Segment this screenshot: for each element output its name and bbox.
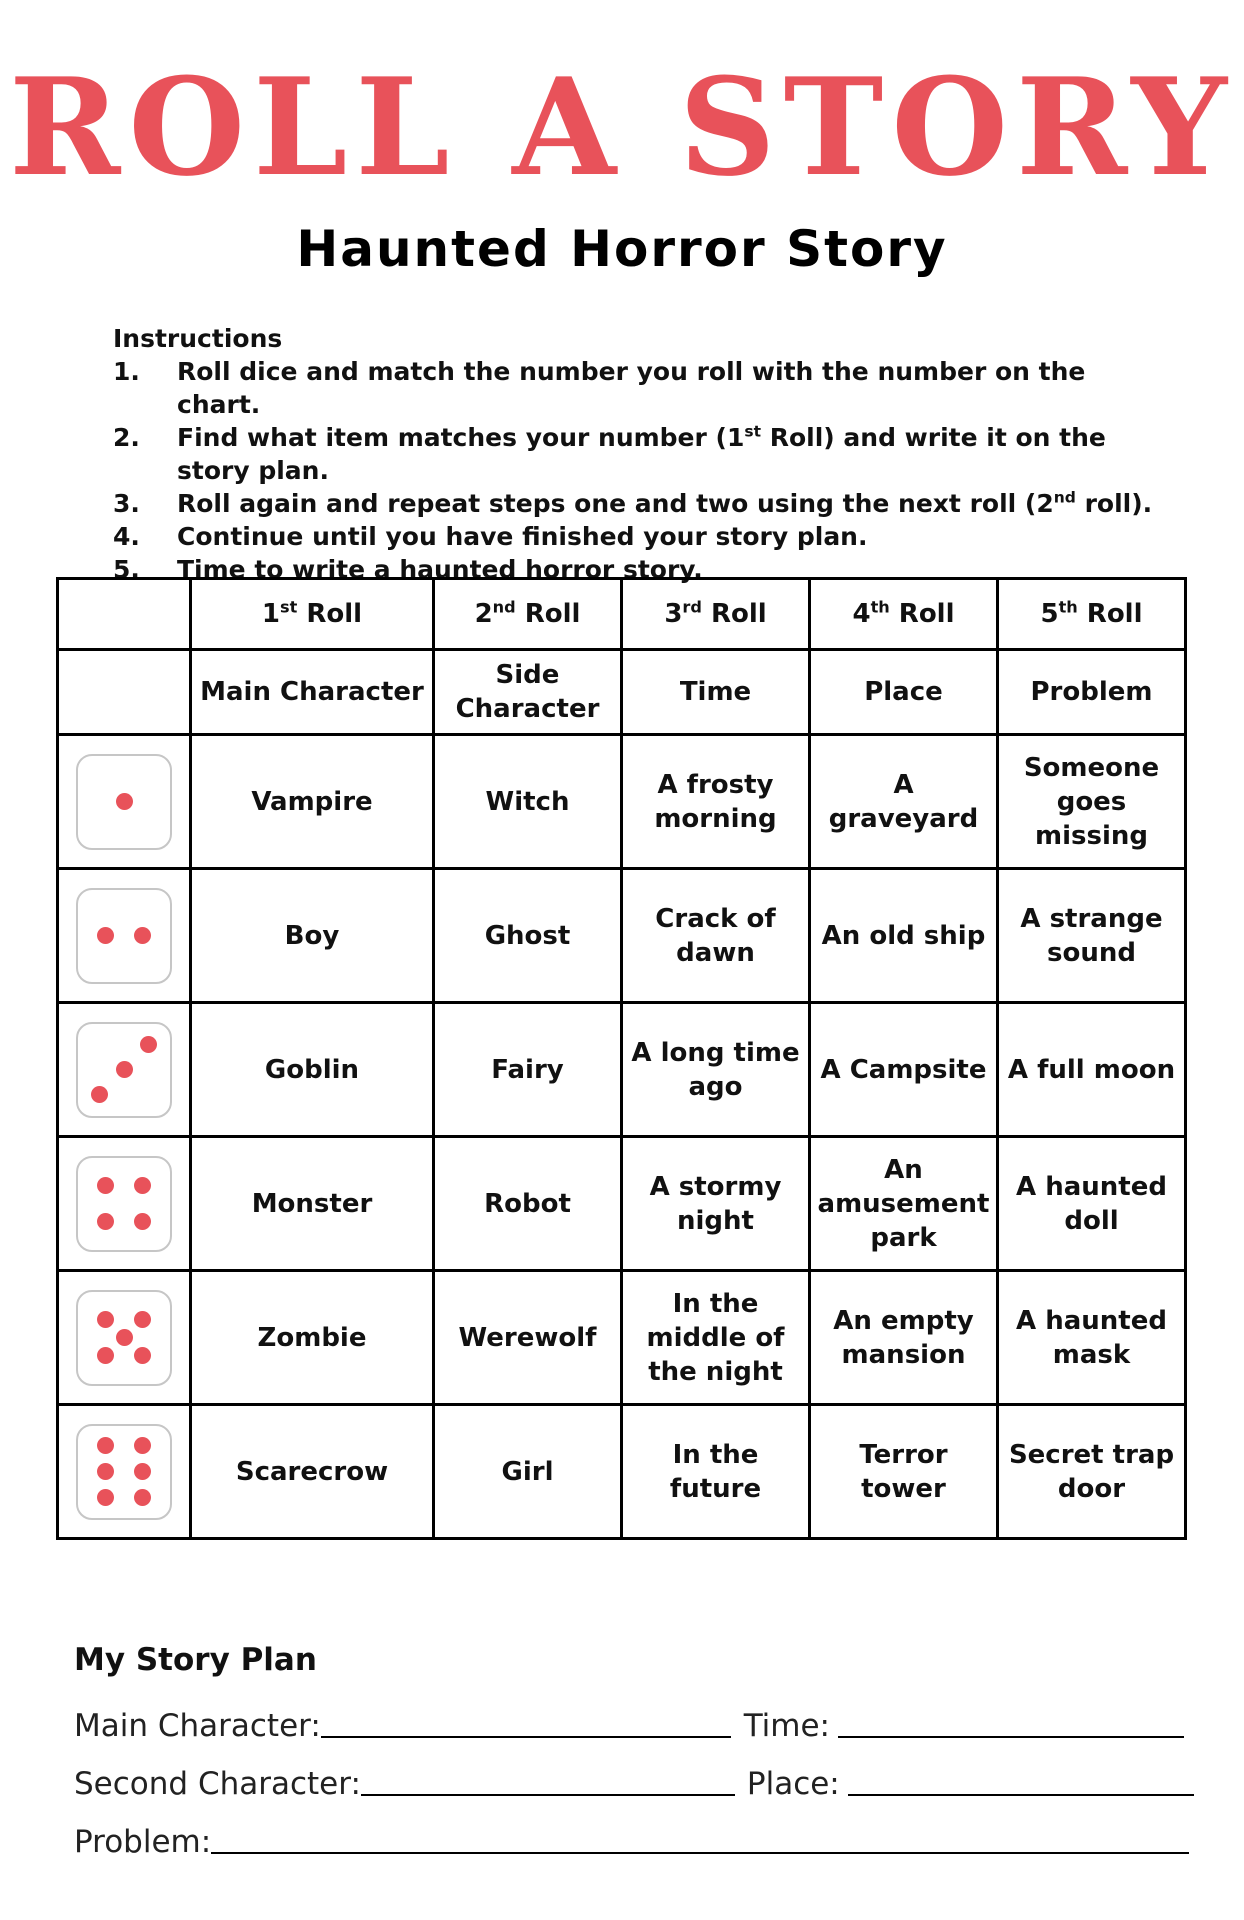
roll-number: 2 (474, 599, 493, 629)
roll-header-row (58, 579, 1186, 650)
table-cell: Monster (191, 1137, 434, 1271)
story-plan (74, 1640, 1184, 1862)
die-face-3-icon (76, 1022, 172, 1118)
step-text: Time to write a haunted horror story. (177, 555, 703, 584)
roll-label: Roll (710, 599, 767, 629)
place-field[interactable] (747, 1764, 1194, 1804)
category-header: Time (622, 650, 810, 735)
roll-label: Roll (524, 599, 581, 629)
ordinal-suffix: st (280, 597, 298, 617)
table-cell: A haunted mask (998, 1271, 1186, 1405)
instructions (113, 322, 1153, 586)
table-cell: Someone goes missing (998, 735, 1186, 869)
step-text: Find what item matches your number (1 (177, 423, 745, 452)
time-line[interactable] (838, 1736, 1184, 1738)
die-pip (134, 1177, 151, 1194)
die-face-1-icon (76, 754, 172, 850)
table-cell: A long time ago (622, 1003, 810, 1137)
problem-line[interactable] (211, 1852, 1189, 1854)
ordinal-suffix: st (744, 422, 762, 441)
ordinal-suffix: rd (682, 597, 702, 617)
table-row (58, 1137, 1186, 1271)
roll-header-4 (810, 579, 998, 650)
table-cell: Girl (434, 1405, 622, 1539)
die-face-5-icon (76, 1290, 172, 1386)
roll-label: Roll (306, 599, 363, 629)
problem-field[interactable] (74, 1822, 1189, 1862)
roll-label: Roll (898, 599, 955, 629)
table-cell: Witch (434, 735, 622, 869)
die-face-6-icon (76, 1424, 172, 1520)
table-cell: A frosty morning (622, 735, 810, 869)
table-row (58, 1271, 1186, 1405)
table-cell: Werewolf (434, 1271, 622, 1405)
second-character-label: Second Character: (74, 1766, 361, 1802)
table-cell: Zombie (191, 1271, 434, 1405)
die-pip (116, 1061, 133, 1078)
step-text: Continue until you have finished your story plan. (177, 522, 868, 551)
die-cell (58, 1137, 191, 1271)
table-cell: In the future (622, 1405, 810, 1539)
step-text: Roll again and repeat steps one and two using the next roll (2 (177, 489, 1054, 518)
table-cell: Terror tower (810, 1405, 998, 1539)
page-title: ROLL A STORY (9, 48, 1235, 206)
die-pip (97, 1437, 114, 1454)
die-pip (97, 1213, 114, 1230)
die-pip (97, 1489, 114, 1506)
step-text: Roll dice and match the number you roll with the number on the chart. (177, 357, 1086, 419)
die-pip (140, 1036, 157, 1053)
category-header: Place (810, 650, 998, 735)
table-cell: Crack of dawn (622, 869, 810, 1003)
roll-label: Roll (1086, 599, 1143, 629)
step-number: 5. (113, 555, 140, 584)
table-cell: Secret trap door (998, 1405, 1186, 1539)
table-cell: An amusement park (810, 1137, 998, 1271)
main-character-line[interactable] (321, 1736, 731, 1738)
die-pip (97, 1177, 114, 1194)
time-field[interactable] (744, 1706, 1184, 1746)
page-subtitle: Haunted Horror Story (296, 220, 948, 278)
roll-header-2 (434, 579, 622, 650)
instruction-step (113, 421, 1153, 487)
table-row (58, 869, 1186, 1003)
table-cell: A full moon (998, 1003, 1186, 1137)
step-text: roll). (1075, 489, 1153, 518)
die-pip (134, 1347, 151, 1364)
step-number: 3. (113, 489, 140, 518)
roll-number: 1 (261, 599, 280, 629)
category-header-row (58, 650, 1186, 735)
story-roll-table (56, 577, 1187, 1540)
die-cell (58, 1405, 191, 1539)
category-header: Main Character (191, 650, 434, 735)
ordinal-suffix: nd (492, 597, 516, 617)
table-cell: An empty mansion (810, 1271, 998, 1405)
roll-number: 4 (852, 599, 871, 629)
table-cell: Ghost (434, 869, 622, 1003)
instructions-list (113, 355, 1153, 586)
ordinal-suffix: th (870, 597, 890, 617)
table-cell: Boy (191, 869, 434, 1003)
main-character-field[interactable] (74, 1706, 732, 1746)
instruction-step (113, 487, 1153, 520)
main-character-label: Main Character: (74, 1708, 321, 1744)
second-character-field[interactable] (74, 1764, 735, 1804)
die-pip (97, 1347, 114, 1364)
die-cell (58, 869, 191, 1003)
second-character-line[interactable] (361, 1794, 735, 1796)
step-text: Roll) and write it on the story plan. (177, 423, 1106, 485)
roll-header-1 (191, 579, 434, 650)
instruction-step (113, 355, 1153, 421)
table-cell: A graveyard (810, 735, 998, 869)
problem-label: Problem: (74, 1824, 212, 1860)
die-pip (134, 1463, 151, 1480)
instructions-heading: Instructions (113, 324, 283, 353)
corner-cell (58, 650, 191, 735)
category-header: Problem (998, 650, 1186, 735)
die-pip (97, 927, 114, 944)
table-cell: Robot (434, 1137, 622, 1271)
die-cell (58, 1271, 191, 1405)
table-cell: A Campsite (810, 1003, 998, 1137)
table-cell: Goblin (191, 1003, 434, 1137)
die-face-2-icon (76, 888, 172, 984)
table-cell: A haunted doll (998, 1137, 1186, 1271)
die-pip (97, 1311, 114, 1328)
table-row (58, 1405, 1186, 1539)
place-line[interactable] (848, 1794, 1194, 1796)
table-row (58, 1003, 1186, 1137)
table-cell: Vampire (191, 735, 434, 869)
plan-row (74, 1746, 1184, 1804)
die-pip (134, 1311, 151, 1328)
ordinal-suffix: nd (1053, 488, 1076, 507)
die-pip (134, 1437, 151, 1454)
die-pip (91, 1086, 108, 1103)
plan-row (74, 1688, 1184, 1746)
roll-header-3 (622, 579, 810, 650)
roll-number: 5 (1040, 599, 1059, 629)
roll-number: 3 (664, 599, 683, 629)
roll-header-5 (998, 579, 1186, 650)
step-number: 1. (113, 357, 140, 386)
time-label: Time: (743, 1708, 830, 1744)
die-pip (116, 793, 133, 810)
table-cell: Scarecrow (191, 1405, 434, 1539)
category-header: Side Character (434, 650, 622, 735)
instruction-step (113, 520, 1153, 553)
step-number: 4. (113, 522, 140, 551)
die-pip (134, 1489, 151, 1506)
die-cell (58, 1003, 191, 1137)
die-pip (97, 1463, 114, 1480)
table-cell: A stormy night (622, 1137, 810, 1271)
table-row (58, 735, 1186, 869)
table-cell: In the middle of the night (622, 1271, 810, 1405)
plan-row (74, 1804, 1184, 1862)
die-pip (134, 927, 151, 944)
table-cell: Fairy (434, 1003, 622, 1137)
table-cell: An old ship (810, 869, 998, 1003)
ordinal-suffix: th (1058, 597, 1078, 617)
place-label: Place: (746, 1766, 840, 1802)
die-face-4-icon (76, 1156, 172, 1252)
story-plan-title: My Story Plan (74, 1642, 317, 1678)
table-cell: A strange sound (998, 869, 1186, 1003)
die-pip (134, 1213, 151, 1230)
die-pip (116, 1329, 133, 1346)
corner-cell (58, 579, 191, 650)
die-cell (58, 735, 191, 869)
step-number: 2. (113, 423, 140, 452)
